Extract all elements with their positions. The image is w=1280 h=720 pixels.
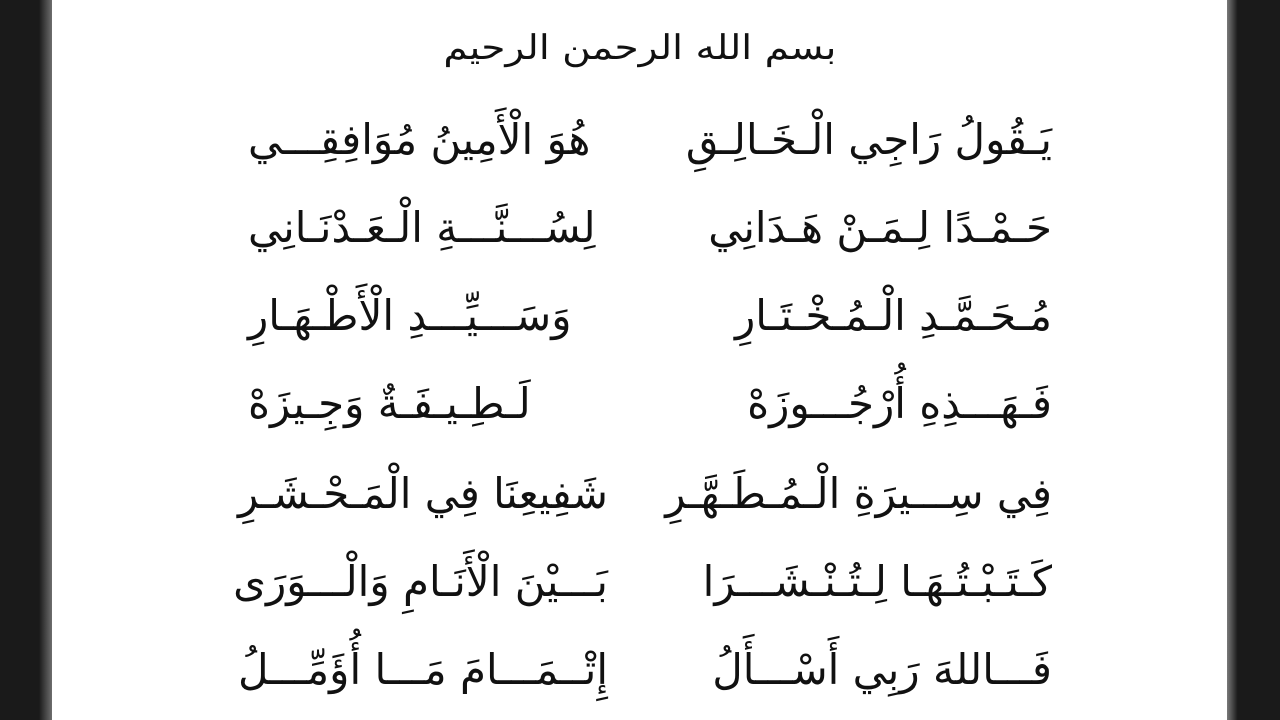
verse-row bbox=[0, 276, 1280, 356]
verse-5-first-hemistich: فِي سِـــيرَةِ الْـمُـطَـهَّـرِ bbox=[665, 469, 1052, 518]
verse-2-second-hemistich: لِسُـــنَّـــةِ الْـعَـدْنَـانِي bbox=[248, 203, 596, 252]
verse-4-second-hemistich: لَـطِـيـفَـةٌ وَجِـيزَهْ bbox=[248, 379, 531, 428]
verse-4-first-hemistich: فَـهَـــذِهِ أُرْجُـــوزَهْ bbox=[747, 379, 1052, 428]
verse-1-second-hemistich: هُوَ الْأَمِينُ مُوَافِقِـــي bbox=[248, 115, 591, 164]
verse-6-first-hemistich: كَـتَـبْـتُـهَـا لِـتُـنْـشَـــرَا bbox=[702, 557, 1052, 606]
verse-3-second-hemistich: وَسَـــيِّـــدِ الْأَطْـهَـارِ bbox=[248, 291, 572, 340]
basmala-heading bbox=[0, 28, 1280, 68]
verse-row bbox=[0, 364, 1280, 444]
verse-2-first-hemistich: حَـمْـدًا لِـمَـنْ هَـدَانِي bbox=[708, 203, 1052, 252]
verse-5-second-hemistich: شَفِيعِنَا فِي الْمَـحْـشَـرِ bbox=[237, 469, 608, 518]
basmala-text: بسم الله الرحمن الرحيم bbox=[443, 28, 837, 68]
verse-6-second-hemistich: بَـــيْنَ الْأَنَـامِ وَالْـــوَرَى bbox=[233, 557, 608, 606]
verse-row bbox=[0, 542, 1280, 622]
verse-row bbox=[0, 454, 1280, 534]
verse-3-first-hemistich: مُـحَـمَّـدِ الْـمُـخْـتَـارِ bbox=[734, 291, 1052, 340]
verse-7-second-hemistich: إِتْــمَـــامَ مَـــا أُؤَمِّـــلُ bbox=[237, 645, 608, 694]
verse-7-first-hemistich: فَـــاللهَ رَبِي أَسْـــأَلُ bbox=[712, 645, 1052, 694]
verse-row bbox=[0, 630, 1280, 710]
verse-row bbox=[0, 188, 1280, 268]
verse-row bbox=[0, 100, 1280, 180]
verse-1-first-hemistich: يَـقُولُ رَاجِي الْـخَـالِـقِ bbox=[685, 115, 1052, 164]
